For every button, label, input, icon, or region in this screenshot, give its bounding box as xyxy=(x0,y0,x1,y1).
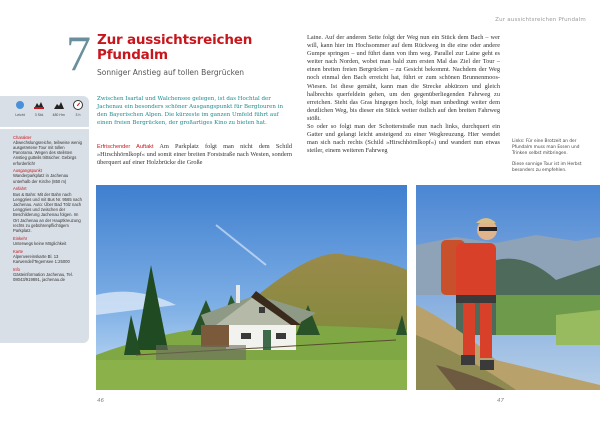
divider xyxy=(0,127,89,129)
elevation-icon xyxy=(54,100,64,110)
info-heading-refreshment: Einkehr xyxy=(13,235,28,241)
tour-stats-icons xyxy=(12,100,86,126)
info-text-info: Gästeinformation Jachenau, Tel. 08043/919891, jachenau.de xyxy=(13,271,73,283)
page-number-right: 47 xyxy=(497,398,504,404)
running-head: Zur aussichtsreichen Pfundalm xyxy=(495,17,586,23)
ascent-icon xyxy=(34,100,44,110)
page-subtitle: Sonniger Anstieg auf tollen Bergrücken xyxy=(97,68,245,77)
tour-number: 7 xyxy=(66,25,91,81)
caption-left-photo: Links: Für eine Brotzeit an der Pfundalm muss man Essen und Trinken selbst mitbringen. xyxy=(512,139,580,157)
info-text-character: Abwechslungsreiche, teilweise wenig ausgetretene Tour mit tollen Panorama. Wegen des steilsten Anstieg gutteils trittsicher. Gebirgs erforderlich! xyxy=(13,139,82,166)
info-text-map: Alpenvereinskarte Bl. 13 Karwendel/Tegernsee 1:25000 xyxy=(13,253,70,264)
stat-label: 3 Std. xyxy=(34,113,44,117)
stat-label: 480 Hm xyxy=(52,113,65,117)
info-heading-map: Karte xyxy=(13,248,24,254)
stat-duration xyxy=(31,100,47,126)
hiker-photo xyxy=(416,185,600,390)
info-text-start: Wanderparkplatz in Jachenau unterhalb der Kirche (850 m) xyxy=(13,173,69,184)
body-paragraph: So oder so folgt man der Schotterstraße nun nach links, durchquert ein Gatter und gelangt leicht ansteigend zu einer Wegkreuzung. Hier wendet man sich nach rechts (Schild »Hirschhörnlkopf«) und wandert nun etwas steiler, einem weiteren Fahrweg xyxy=(307,123,500,155)
clock-icon xyxy=(73,100,83,110)
info-text-refreshment: Unterwegs keine Möglichkeit xyxy=(13,240,67,246)
section-heading: Erfrischender Auftakt xyxy=(97,144,154,150)
info-heading-arrival: Anfahrt xyxy=(13,186,27,192)
info-sidebar xyxy=(0,96,89,343)
info-text-arrival: Bus & Bahn: Mit der Bahn nach Lenggries und mit Bus Nr. 9565 nach Jachenau. Auto: Über Bad Tölz nach Lenggries und zwischen der Beschilderung Jachenau folgen. Im Ort Jachenau an der Hauptkreuzung rechts zu gebührenpflichtigem Parkplatz. xyxy=(13,191,82,233)
page-title: Zur aussichtsreichen Pfundalm xyxy=(97,32,253,63)
stat-label: Leicht xyxy=(15,113,25,117)
stat-difficulty xyxy=(12,100,28,126)
stat-elevation xyxy=(51,100,67,126)
alpine-hut-photo xyxy=(96,185,407,390)
body-text-right xyxy=(307,34,500,155)
stat-label: 3 h xyxy=(75,113,81,117)
photo-captions xyxy=(512,139,592,178)
info-sections xyxy=(13,132,85,282)
body-paragraph: Am Parkplatz folgt man nicht dem Schild »Hirschhörnlkopf« und somit einer breiten Forststraße nach Westen, sondern überquert auf einer Holzbrücke die Große xyxy=(97,143,292,167)
info-heading-info: Info xyxy=(13,266,20,272)
info-heading-start: Ausgangspunkt xyxy=(13,168,42,174)
body-text-left xyxy=(97,143,292,167)
stat-time xyxy=(70,100,86,126)
caption-right-photo: Diese sonnige Tour ist im Herbst besonders zu empfehlen. xyxy=(512,161,582,173)
lead-paragraph: Zwischen Isartal und Walchensee gelegen, ist das Hochtal der Jachenau ein besonders schöner Ausgangspunkt für Bergtouren in den Bayerischen Alpen. Die kürzeste im ganzen Umfeld führt auf einen freien Bergrücken, der großartiges Kino zu bieten hat. xyxy=(97,96,283,127)
body-paragraph: Laine. Auf der anderen Seite folgt der Weg nun ein Stück dem Bach – wer will, kann hier im Hochsommer auf dem Rückweg in die eine oder andere Gumpe springen – und führt dann von ihm weg. Parallel zur Laine geht es weiter nach Norden, wobei man bald zum ersten Mal das Ziel der Tour – einen breiten freien Bergrücken – zu Gesicht bekommt. Nachdem der Weg noch einmal den Bach erreicht hat, führt er zum schönen Brunnenmoos-Wiesen. Ist diese gemäht, kann man die Strecke abkürzen und gleich halbrechts querfeldein gehen, um den gegenüberliegenden Fahrweg zu erreichen. Steht das Gras hingegen hoch, folgt man unbedingt weiter dem deutlichen Weg, bis dieser ein Stück weiter östlich auf den breiten Fahrweg stößt. xyxy=(307,34,500,122)
info-heading-character: Charakter xyxy=(13,134,32,140)
difficulty-dot-icon xyxy=(15,100,25,110)
page-number-left: 46 xyxy=(97,398,104,404)
